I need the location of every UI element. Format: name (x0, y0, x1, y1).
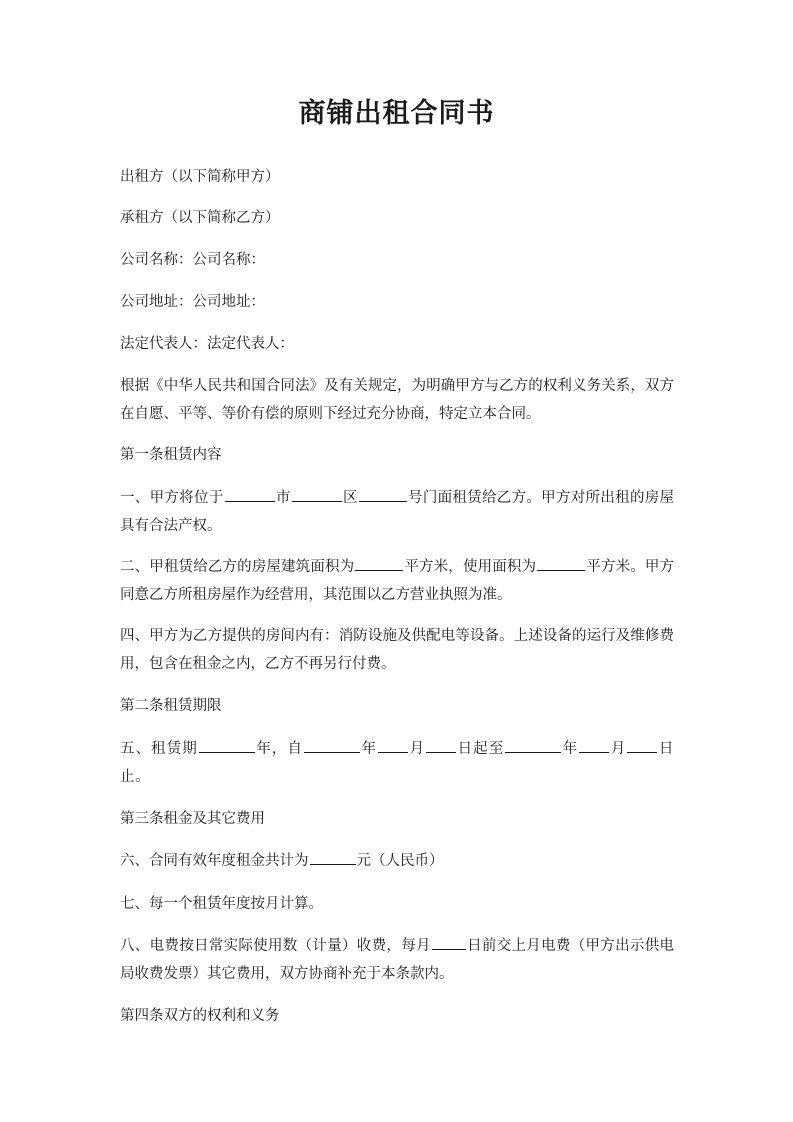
clause-5-text-h: 日止。 (120, 741, 674, 785)
clause-5-paragraph (120, 735, 674, 791)
clause-2-text-b: 平方米，使用面积为 (404, 559, 537, 575)
clause-1-paragraph (120, 484, 674, 540)
clause-8-text-b: 日前交上月电费（甲方出示供电局收费发票）其它费用，双方协商补充于本条款内。 (120, 938, 675, 982)
lessee-line: 承租方（以下简称乙方） (120, 210, 280, 226)
building-area-blank (355, 555, 403, 571)
article-4-heading: 第四条双方的权利和义务 (120, 1008, 280, 1024)
clause-7-paragraph: 七、每一个租赁年度按月计算。 (120, 896, 323, 912)
article-3-heading: 第三条租金及其它费用 (120, 811, 265, 827)
clause-2-paragraph (120, 553, 674, 609)
clause-2-text-a: 二、甲租赁给乙方的房屋建筑面积为 (120, 559, 355, 575)
electricity-day-blank (432, 934, 466, 950)
end-month-blank (579, 737, 609, 753)
article-1-heading: 第一条租赁内容 (120, 447, 222, 463)
start-year-blank (304, 737, 360, 753)
clause-6-paragraph (120, 847, 674, 875)
clause-5-text-e: 日起至 (457, 741, 505, 757)
district-blank (292, 486, 342, 502)
company-name-line: 公司名称：公司名称： (120, 252, 265, 268)
clause-2-text-c: 平方米。甲方同意乙方所租房屋作为经营用，其范围以乙方营业执照为准。 (120, 559, 674, 603)
preamble-paragraph: 根据《中华人民共和国合同法》及有关规定，为明确甲方与乙方的权利义务关系，双方在自愿、平等、等价有偿的原则下经过充分协商，特定立本合同。 (120, 378, 674, 422)
clause-6-text-b: 元（人民币） (356, 853, 444, 869)
clause-5-text-b: 年，自 (255, 741, 304, 757)
end-year-blank (505, 737, 561, 753)
clause-8-text-a: 八、电费按日常实际使用数（计量）收费，每月 (120, 938, 431, 954)
clause-4-paragraph: 四、甲方为乙方提供的房间内有：消防设施及供配电等设备。上述设备的运行及维修费用，包含在租金之内，乙方不再另行付费。 (120, 628, 674, 672)
clause-5-text-a: 五、租赁期 (120, 741, 198, 757)
city-blank (225, 486, 275, 502)
start-month-blank (378, 737, 408, 753)
clause-8-paragraph (120, 932, 674, 988)
start-day-blank (426, 737, 456, 753)
end-day-blank (627, 737, 657, 753)
article-2-heading: 第二条租赁期限 (120, 698, 222, 714)
company-address-line: 公司地址：公司地址： (120, 294, 265, 310)
clause-5-text-g: 月 (610, 741, 627, 757)
clause-1-text-b: 市 (275, 490, 291, 506)
usable-area-blank (537, 555, 585, 571)
clause-1-text-d: 号门面租赁给乙方。甲方对所出租的房屋具有合法产权。 (120, 490, 675, 534)
document-title: 商铺出租合同书 (298, 98, 495, 129)
lessor-line: 出租方（以下简称甲方） (120, 169, 280, 185)
clause-5-text-f: 年 (562, 741, 579, 757)
annual-rent-blank (310, 849, 356, 865)
clause-1-text-c: 区 (342, 490, 358, 506)
clause-5-text-d: 月 (409, 741, 426, 757)
clause-1-text-a: 一、甲方将位于 (120, 490, 224, 506)
term-years-blank (199, 737, 255, 753)
clause-6-text-a: 六、合同有效年度租金共计为 (120, 853, 309, 869)
clause-5-text-c: 年 (361, 741, 378, 757)
legal-representative-line: 法定代表人：法定代表人： (120, 336, 294, 352)
number-blank (359, 486, 407, 502)
